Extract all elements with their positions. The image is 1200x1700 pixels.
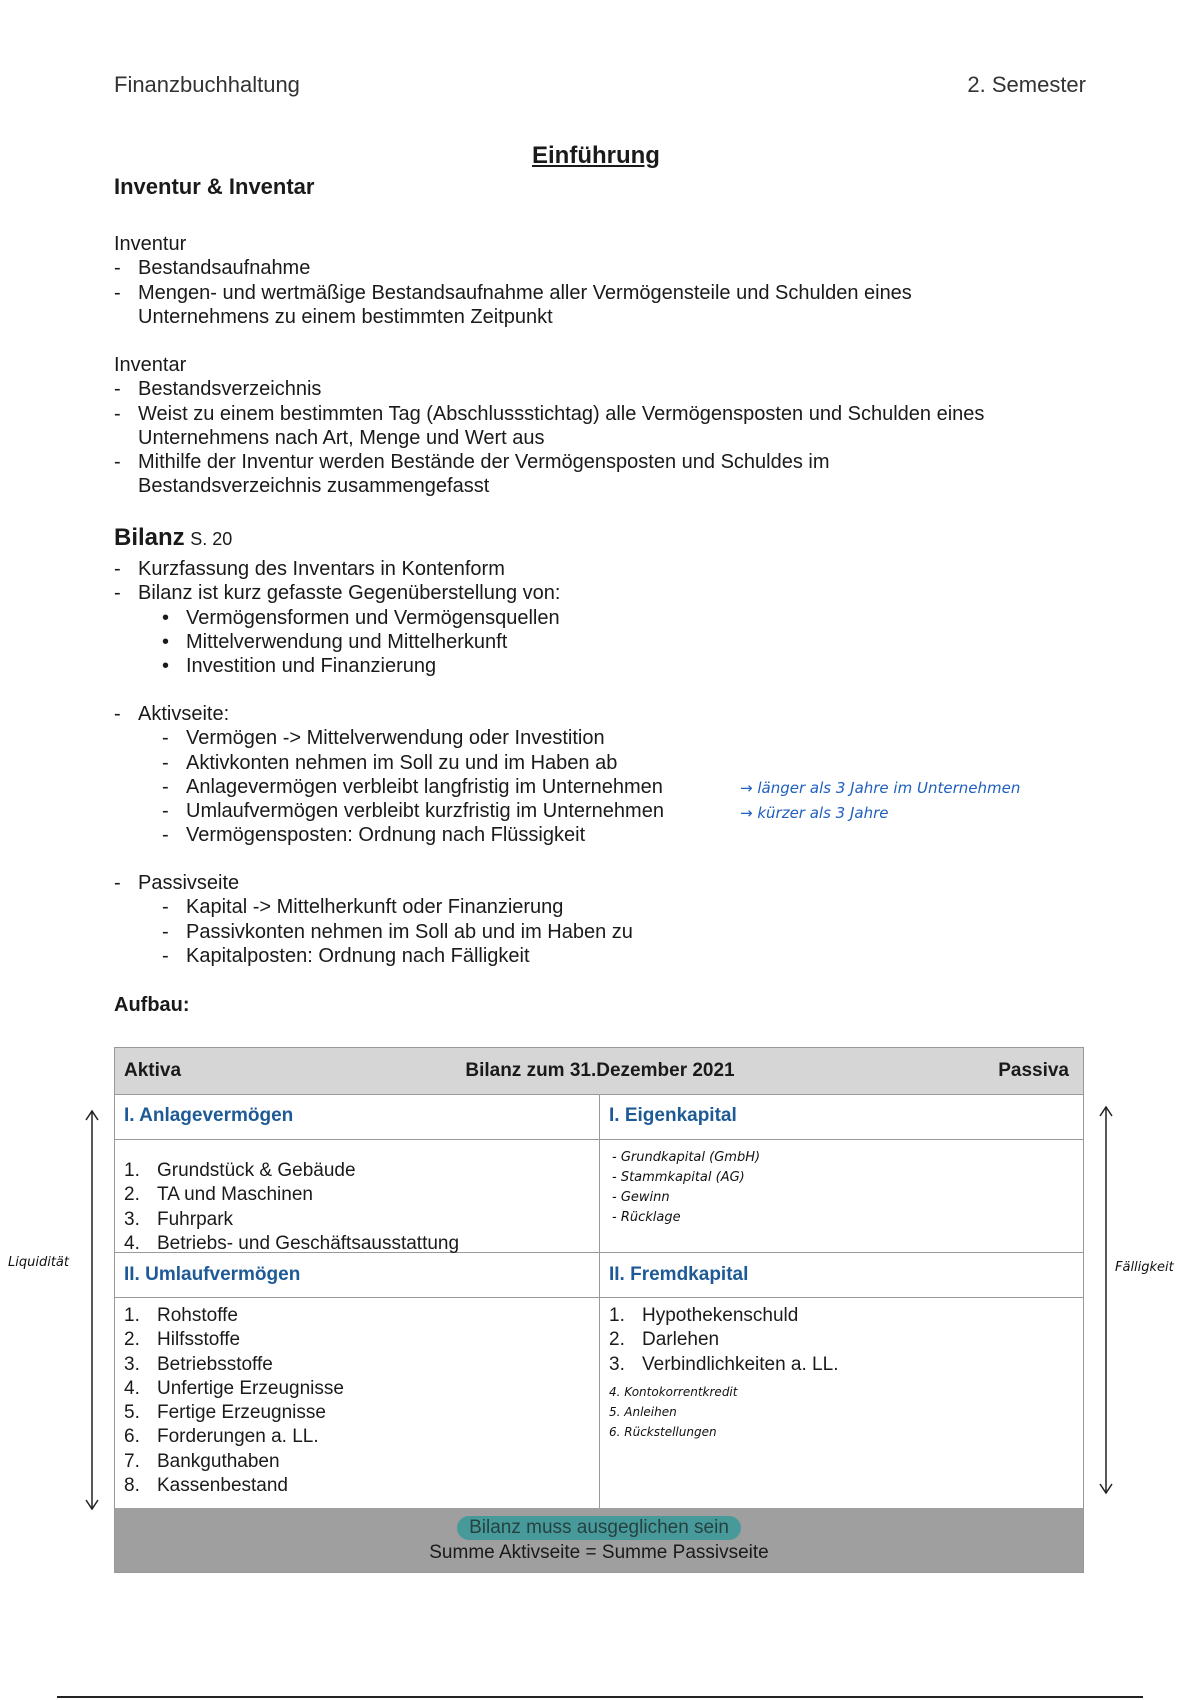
bilanz-list [114, 557, 560, 678]
list-item: - Kurzfassung des Inventars in Kontenform [114, 558, 505, 580]
list-item: Unternehmens nach Art, Menge und Wert aus [138, 426, 545, 449]
list-item: - Vermögensposten: Ordnung nach Flüssigkeit [162, 824, 586, 847]
anlagevermoegen-title: I. Anlagevermögen [124, 1105, 294, 1126]
list-item: - Mengen- und wertmäßige Bestandsaufnahme aller Vermögensteile und Schulden eines [114, 281, 912, 304]
list-item: 6. Forderungen a. LL. [124, 1426, 319, 1448]
faelligkeit-label: Fälligkeit [1115, 1260, 1174, 1275]
eigenkapital-list [612, 1148, 760, 1228]
list-item: 3. Fuhrpark [124, 1208, 234, 1230]
aktivseite-block [114, 702, 664, 848]
list-item: 2. Hilfsstoffe [124, 1329, 241, 1351]
bullet-item: • Mittelverwendung und Mittelherkunft [162, 630, 508, 653]
list-item: 7. Bankguthaben [124, 1450, 280, 1472]
fremdkapital-list [609, 1304, 838, 1377]
liquiditaet-arrow [82, 1108, 102, 1513]
list-item: - Kapitalposten: Ordnung nach Fälligkeit [162, 944, 530, 967]
table-rule [115, 1139, 1083, 1140]
list-item: 4. Betriebs- und Geschäftsausstattung [124, 1232, 460, 1254]
table-rule [115, 1297, 1083, 1298]
list-item: 4. Kontokorrentkredit [609, 1385, 738, 1399]
umlaufvermoegen-title: II. Umlaufvermögen [124, 1264, 301, 1285]
list-item: - Grundkapital (GmbH) [612, 1150, 761, 1165]
semester-label: 2. Semester [967, 72, 1086, 97]
handwritten-note-umlauf: → kürzer als 3 Jahre [740, 804, 889, 822]
liquiditaet-label: Liquidität [8, 1255, 69, 1270]
list-item: - Rücklage [612, 1210, 681, 1225]
faelligkeit-arrow [1096, 1104, 1116, 1496]
list-item: 2. Darlehen [609, 1329, 720, 1351]
aktiva-header: Aktiva [124, 1060, 182, 1081]
list-item: - Passivseite [114, 872, 240, 894]
list-item: - Vermögen -> Mittelverwendung oder Investition [162, 727, 605, 750]
bullet-item: • Investition und Finanzierung [162, 655, 437, 678]
list-item: - Stammkapital (AG) [612, 1170, 745, 1185]
aufbau-label: Aufbau: [114, 994, 190, 1016]
list-item: Unternehmens zu einem bestimmten Zeitpunkt [138, 305, 553, 328]
list-item: - Weist zu einem bestimmten Tag (Abschlussstichtag) alle Vermögensposten und Schulden eines [114, 402, 985, 425]
table-footer [115, 1508, 1083, 1572]
table-header [115, 1048, 1083, 1095]
fremdkapital-title: II. Fremdkapital [609, 1264, 749, 1285]
fremdkapital-handwritten-list [609, 1382, 737, 1442]
umlaufvermoegen-list [124, 1304, 344, 1498]
bottom-divider [57, 1696, 1143, 1698]
passivseite-block [114, 871, 633, 968]
list-item: - Kapital -> Mittelherkunft oder Finanzierung [162, 896, 564, 919]
list-item: - Aktivkonten nehmen im Soll zu und im Haben ab [162, 751, 618, 774]
list-item: 5. Fertige Erzeugnisse [124, 1402, 326, 1424]
bilanz-page-ref: S. 20 [190, 529, 233, 549]
list-item: 3. Verbindlichkeiten a. LL. [609, 1353, 839, 1375]
list-item: 1. Grundstück & Gebäude [124, 1160, 356, 1181]
list-item: Bestandsverzeichnis zusammengefasst [138, 475, 490, 498]
list-item: - Bestandsaufnahme [114, 257, 311, 280]
list-item: 2. TA und Maschinen [124, 1184, 313, 1206]
anlagevermoegen-list [124, 1159, 459, 1256]
section-heading-inventur: Inventur & Inventar [114, 174, 315, 199]
bullet-item: • Vermögensformen und Vermögensquellen [162, 606, 560, 629]
handwritten-note-anlage: → länger als 3 Jahre im Unternehmen [740, 779, 1021, 797]
balance-highlight: Bilanz muss ausgeglichen sein [457, 1516, 741, 1540]
list-item: - Bestandsverzeichnis [114, 378, 322, 401]
list-item: 1. Rohstoffe [124, 1305, 238, 1326]
bilanz-heading: Bilanz S. 20 [114, 524, 233, 551]
bilanz-table [114, 1047, 1084, 1573]
list-item: 1. Hypothekenschuld [609, 1305, 799, 1326]
list-item: 8. Kassenbestand [124, 1475, 288, 1497]
list-item: 4. Unfertige Erzeugnisse [124, 1377, 344, 1399]
inventur-label: Inventur [114, 233, 187, 255]
bilanz-date-header: Bilanz zum 31.Dezember 2021 [465, 1060, 735, 1081]
passiva-header: Passiva [998, 1060, 1069, 1081]
balance-equation: Summe Aktivseite = Summe Passivseite [429, 1542, 769, 1563]
inventar-label: Inventar [114, 354, 187, 376]
list-item: 6. Rückstellungen [609, 1425, 717, 1439]
list-item: - Mithilfe der Inventur werden Bestände der Vermögensposten und Schuldes im [114, 451, 830, 474]
eigenkapital-title: I. Eigenkapital [609, 1105, 737, 1126]
page-title: Einführung [532, 142, 660, 169]
list-item: - Anlagevermögen verbleibt langfristig im Unternehmen [162, 775, 663, 798]
table-divider [599, 1094, 600, 1508]
course-title: Finanzbuchhaltung [114, 72, 300, 97]
inventar-block [114, 353, 984, 499]
list-item: - Bilanz ist kurz gefasste Gegenüberstellung von: [114, 582, 561, 605]
list-item: - Gewinn [612, 1190, 670, 1205]
list-item: 3. Betriebsstoffe [124, 1353, 273, 1375]
inventur-block [114, 232, 912, 329]
list-item: 5. Anleihen [609, 1405, 677, 1419]
list-item: - Passivkonten nehmen im Soll ab und im Haben zu [162, 920, 633, 943]
list-item: - Umlaufvermögen verbleibt kurzfristig im Unternehmen [162, 800, 664, 823]
list-item: - Aktivseite: [114, 703, 230, 725]
